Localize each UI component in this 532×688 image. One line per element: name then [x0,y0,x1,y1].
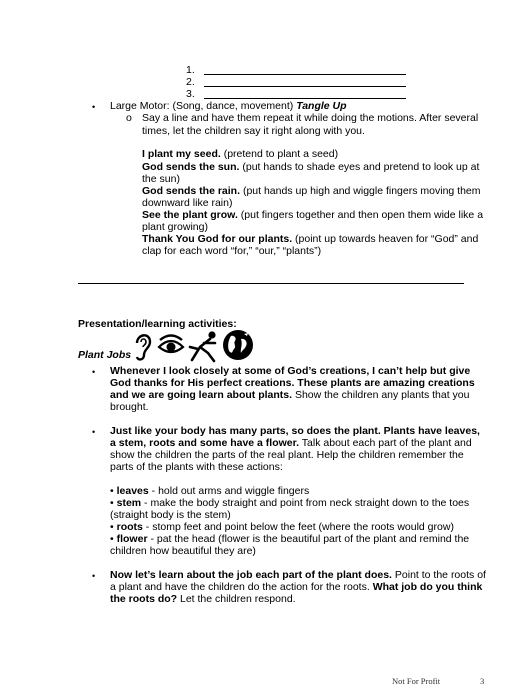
section-heading: Presentation/learning activities: [78,318,237,330]
eye-icon [157,329,185,363]
bullet-marker: • [92,427,96,437]
page-number: 3 [480,676,485,686]
ear-icon [132,329,154,363]
plant-part-stem: • stem - make the body straight and point from neck straight down to the toes [110,497,470,509]
paragraph-line: Just like your body has many parts, so does the plant. Plants have leaves, [110,425,480,437]
plant-part-roots: • roots - stomp feet and point below the feet (where the roots would grow) [110,521,454,533]
plant-part-leaves: • leaves - hold out arms and wiggle fingers [110,485,310,497]
bullet-marker: • [92,571,96,581]
paragraph-line: Whenever I look closely at some of God’s creations, I can’t help but give [110,365,471,377]
globe-icon [221,327,255,363]
song-line: God sends the rain. (put hands up high and wiggle fingers moving them [142,185,481,197]
paragraph-line: a plant and have the children do the action for the roots. What job do you think [110,581,483,593]
paragraph-line: parts of the plants with these actions: [110,461,283,473]
numbered-line-2: 2. [186,76,406,89]
song-line: downward like rain) [142,197,233,209]
bullet-marker: • [92,102,96,112]
paragraph-line: brought. [110,401,149,413]
plant-jobs-heading: Plant Jobs [78,349,132,361]
instruction-line-2: times, let the children say it right along with you. [142,125,365,137]
plant-part-line: (straight body is the stem) [110,509,231,521]
song-line: clap for each word “for,” “our,” “plants”) [142,245,322,257]
paragraph-line: a stem, roots and some have a flower. Talk about each part of the plant and [110,437,472,449]
activity-icons [132,327,262,363]
plant-part-flower: • flower - pat the head (flower is the beautiful part of the plant and remind the [110,533,470,545]
song-line: God sends the sun. (put hands to shade eyes and pretend to look up at [142,161,480,173]
instruction-line-1: Say a line and have them repeat it while doing the motions. After several [142,112,479,124]
plant-part-line: children how beautiful they are) [110,545,256,557]
song-line: I plant my seed. (pretend to plant a seed) [142,148,339,160]
footer-text: Not For Profit [392,676,441,686]
song-line: Thank You God for our plants. (point up towards heaven for “God” and [142,233,479,245]
numbered-line-1: 1. [186,64,406,77]
movement-icon [188,329,218,363]
paragraph-line: Now let’s learn about the job each part of the plant does. Point to the roots of [110,569,486,581]
section-divider [78,283,464,284]
bullet-marker: • [92,367,96,377]
song-title: Tangle Up [296,100,347,112]
paragraph-line: show the children the parts of the real plant. Help the children remember the [110,449,464,461]
paragraph-line: and we are going learn about plants. Show the children any plants that you [110,389,470,401]
numbered-line-3: 3. [186,88,406,101]
song-line: plant growing) [142,221,208,233]
song-line: See the plant grow. (put fingers together and then open them wide like a [142,209,484,221]
sub-bullet-marker: o [126,112,132,124]
song-line: the sun) [142,173,180,185]
paragraph-line: God thanks for His perfect creations. These plants are amazing creations [110,377,475,389]
paragraph-line: the roots do? Let the children respond. [110,593,296,605]
large-motor-heading: Large Motor: (Song, dance, movement) Tangle Up [110,100,347,112]
